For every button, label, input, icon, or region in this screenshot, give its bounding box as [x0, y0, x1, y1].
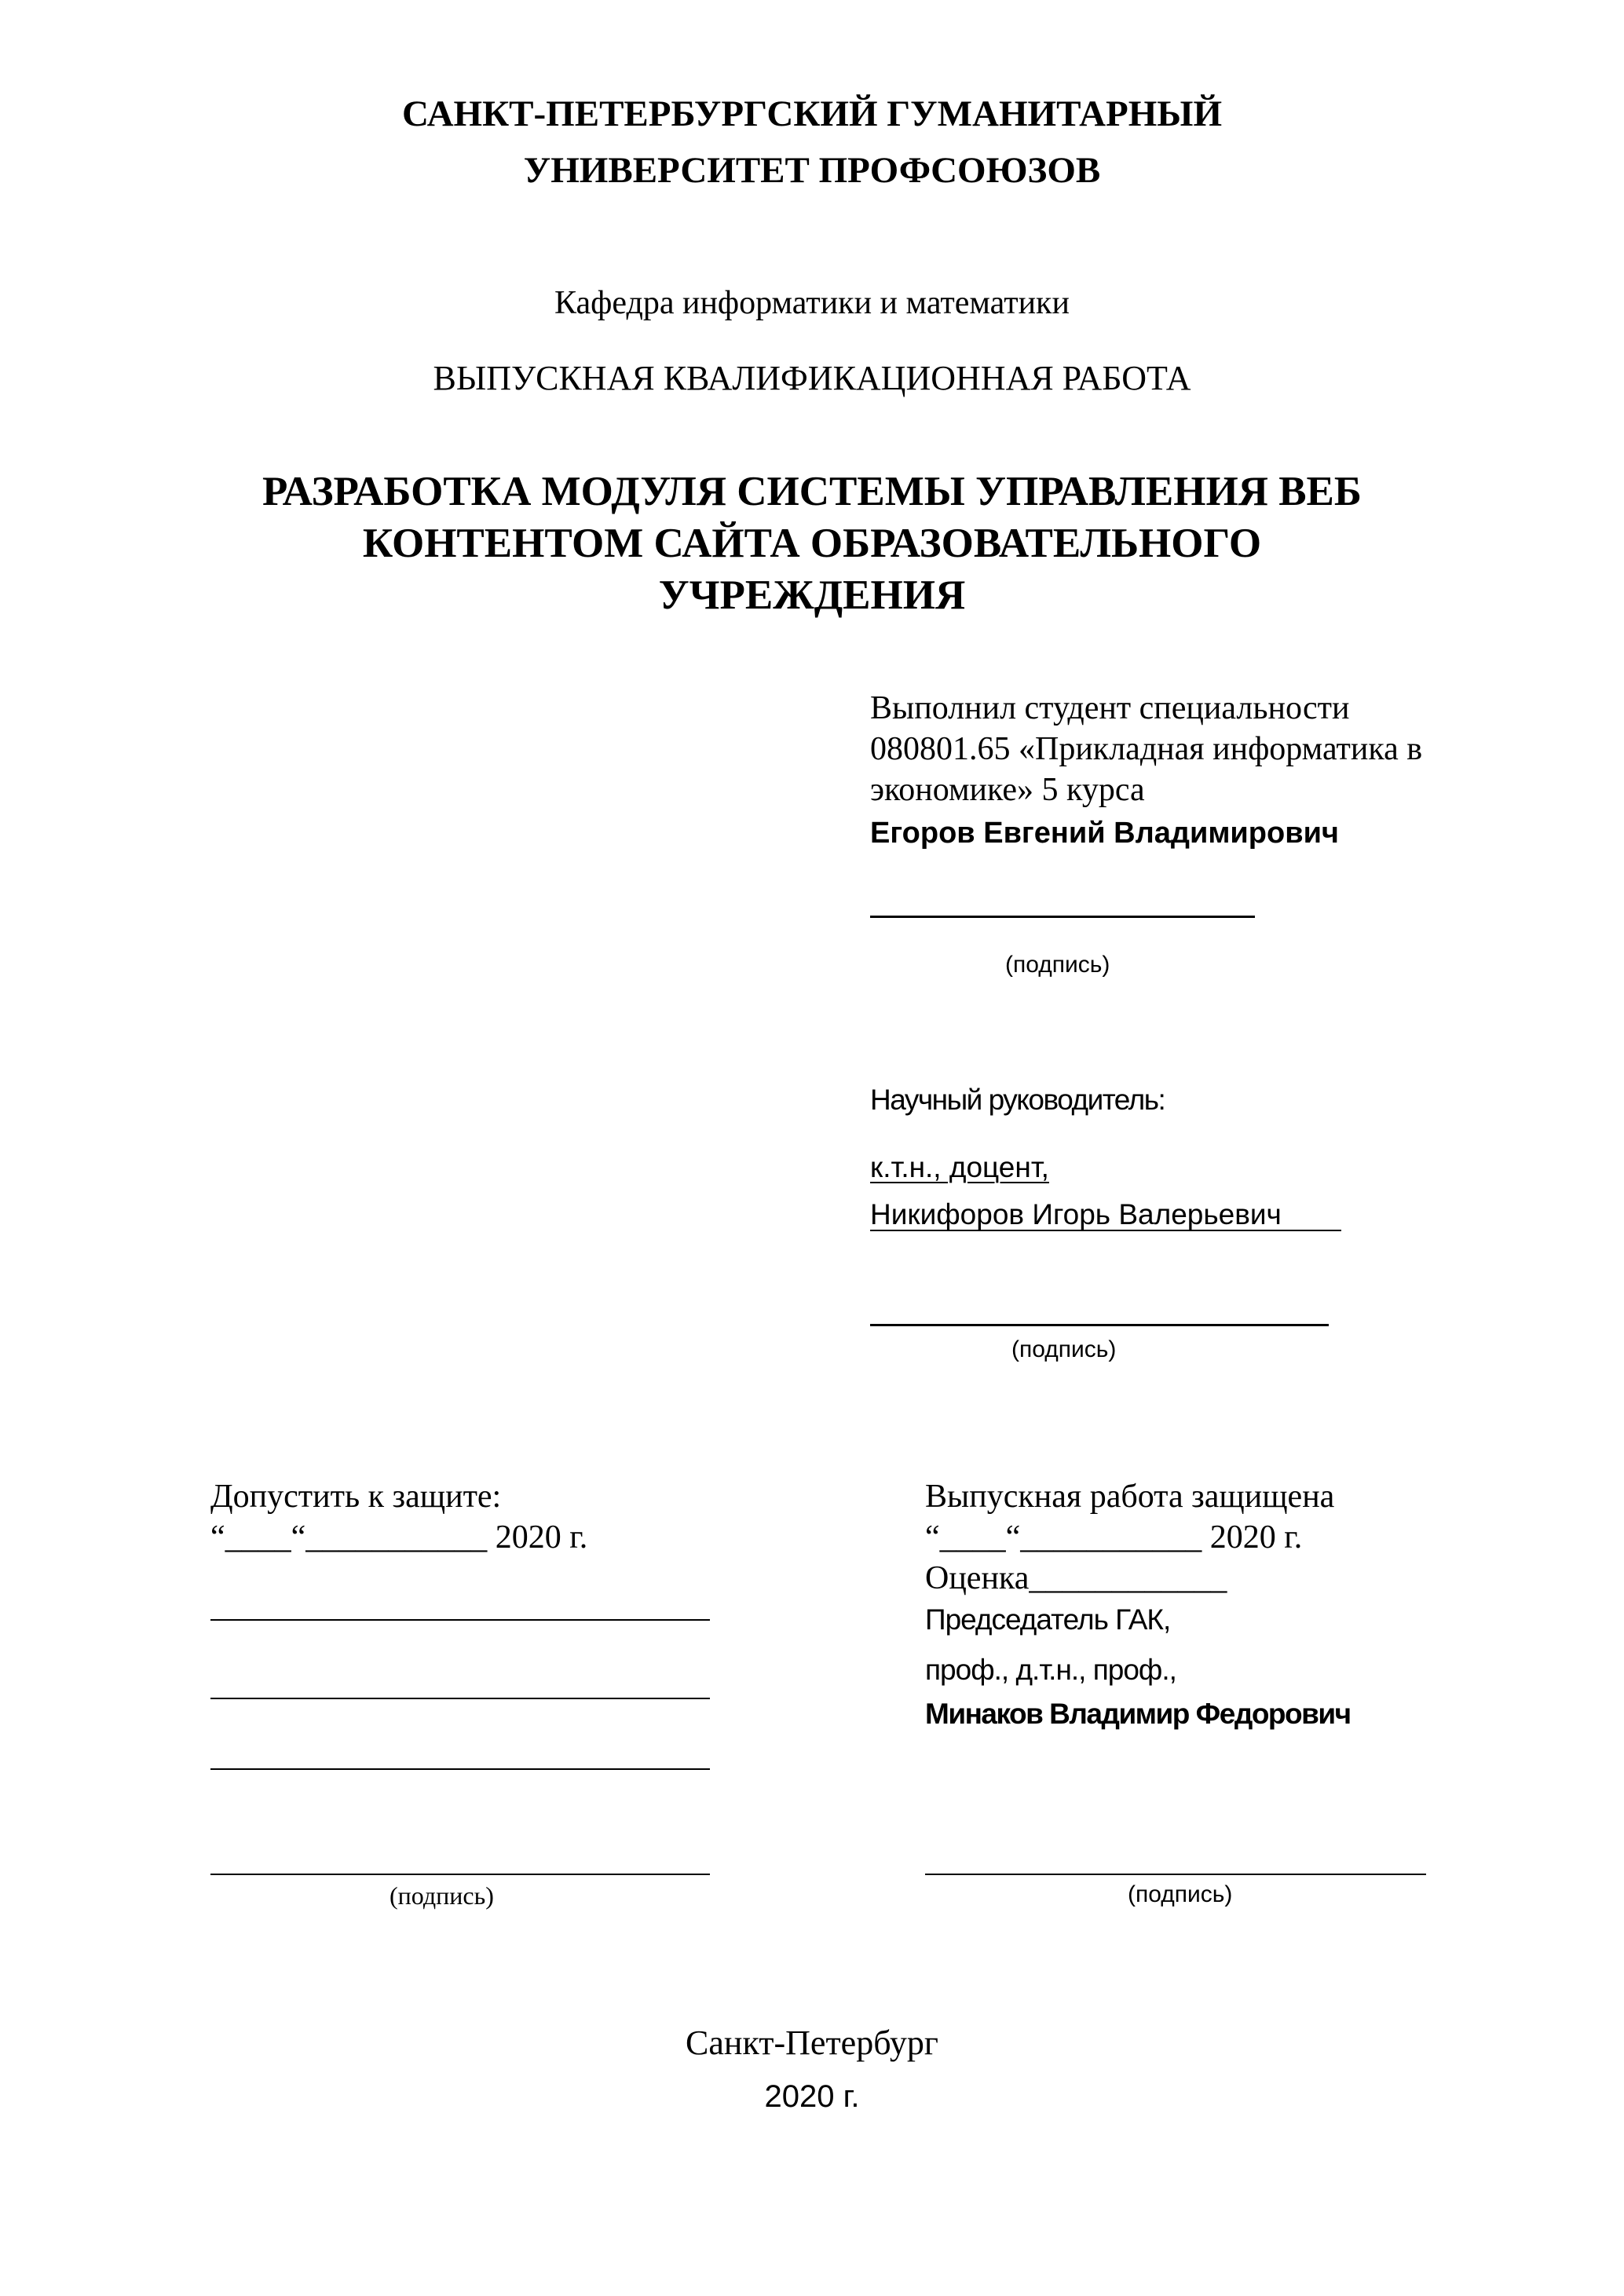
admission-line-2	[210, 1698, 710, 1699]
thesis-title-line2: КОНТЕНТОМ САЙТА ОБРАЗОВАТЕЛЬНОГО	[362, 521, 1262, 566]
supervisor-degree: к.т.н., доцент,	[870, 1151, 1049, 1183]
student-info-line3: экономике» 5 курса	[870, 772, 1145, 808]
supervisor-name: Никифоров Игорь Валерьевич	[870, 1198, 1282, 1230]
supervisor-name-underline	[870, 1230, 1341, 1231]
admission-signature-line	[210, 1874, 710, 1875]
student-name: Егоров Евгений Владимирович	[870, 817, 1339, 850]
supervisor-signature-line	[870, 1324, 1329, 1326]
admission-line-1	[210, 1619, 710, 1621]
student-info-line2: 080801.65 «Прикладная информатика в	[870, 731, 1423, 767]
admission-label: Допустить к защите:	[210, 1479, 502, 1515]
admission-date-line: “____“___________ 2020 г.	[210, 1519, 588, 1556]
commission-chair-label: Председатель ГАК,	[925, 1603, 1171, 1636]
grade-field: Оценка____________	[925, 1560, 1227, 1596]
university-name-line2: УНИВЕРСИТЕТ ПРОФСОЮЗОВ	[523, 150, 1101, 191]
student-signature-line	[870, 916, 1255, 918]
admission-signature-caption: (подпись)	[390, 1881, 494, 1910]
commission-chair-name: Минаков Владимир Федорович	[925, 1698, 1351, 1730]
department-name: Кафедра информатики и математики	[554, 285, 1070, 321]
student-info-line1: Выполнил студент специальности	[870, 690, 1350, 726]
year: 2020 г.	[764, 2079, 860, 2114]
university-name-line1: САНКТ-ПЕТЕРБУРГСКИЙ ГУМАНИТАРНЫЙ	[401, 93, 1223, 134]
supervisor-signature-caption: (подпись)	[1011, 1336, 1117, 1362]
thesis-title-line1: РАЗРАБОТКА МОДУЛЯ СИСТЕМЫ УПРАВЛЕНИЯ ВЕБ	[262, 469, 1362, 514]
defense-label: Выпускная работа защищена	[925, 1479, 1335, 1515]
defense-signature-line	[925, 1874, 1426, 1875]
city: Санкт-Петербург	[686, 2024, 938, 2062]
work-type: ВЫПУСКНАЯ КВАЛИФИКАЦИОННАЯ РАБОТА	[433, 359, 1191, 397]
defense-date-line: “____“___________ 2020 г.	[925, 1519, 1303, 1556]
defense-signature-caption: (подпись)	[1128, 1881, 1233, 1907]
admission-line-3	[210, 1768, 710, 1770]
supervisor-label: Научный руководитель:	[870, 1084, 1165, 1116]
commission-chair-title: проф., д.т.н., проф.,	[925, 1654, 1176, 1686]
thesis-title-line3: УЧРЕЖДЕНИЯ	[658, 572, 966, 618]
student-signature-caption: (подпись)	[1005, 952, 1110, 978]
